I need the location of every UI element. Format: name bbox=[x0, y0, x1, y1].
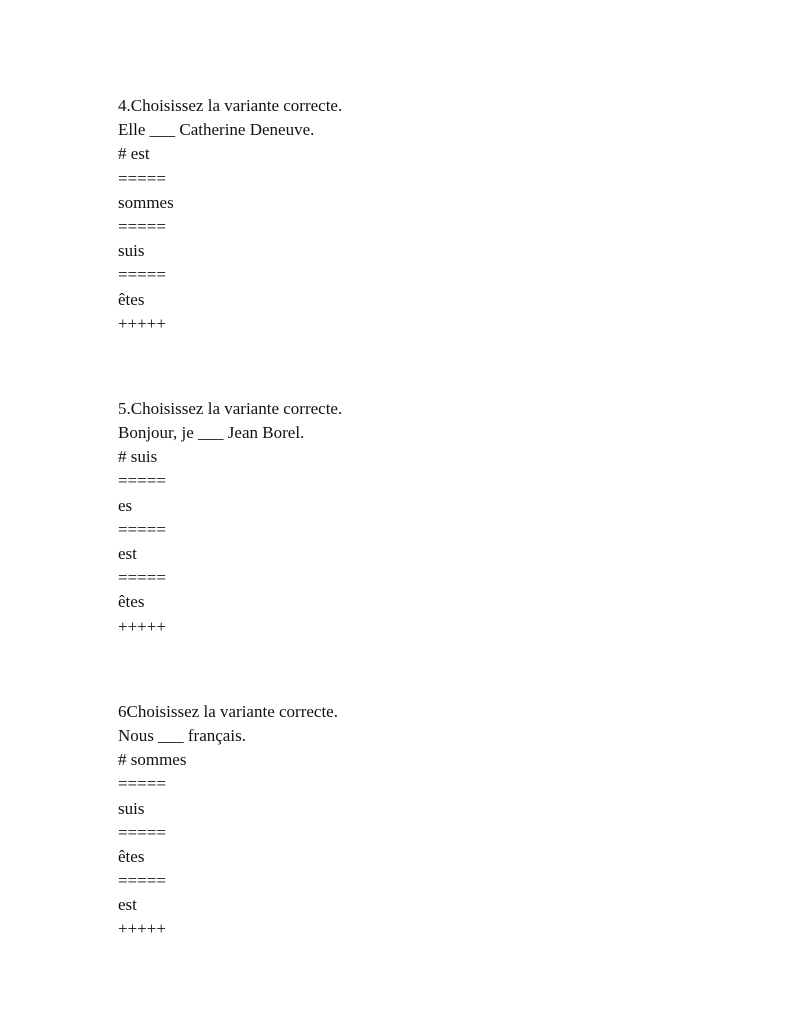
correct-answer: # est bbox=[118, 144, 150, 164]
question-5 bbox=[118, 397, 718, 639]
question-4 bbox=[118, 94, 718, 336]
option-separator: ===== bbox=[118, 568, 166, 588]
option-separator: ===== bbox=[118, 471, 166, 491]
option-separator: ===== bbox=[118, 168, 166, 188]
option-separator: ===== bbox=[118, 871, 166, 891]
answer-option: êtes bbox=[118, 846, 145, 866]
answer-option: êtes bbox=[118, 592, 145, 612]
question-end-marker: +++++ bbox=[118, 313, 166, 333]
option-separator: ===== bbox=[118, 265, 166, 285]
answer-option: sommes bbox=[118, 192, 174, 212]
option-separator: ===== bbox=[118, 519, 166, 539]
answer-option: êtes bbox=[118, 289, 145, 309]
answer-option: est bbox=[118, 895, 137, 915]
question-sentence: Elle ___ Catherine Deneuve. bbox=[118, 120, 315, 140]
correct-answer: # suis bbox=[118, 447, 158, 467]
question-end-marker: +++++ bbox=[118, 616, 166, 636]
question-sentence: Nous ___ français. bbox=[118, 725, 246, 745]
option-separator: ===== bbox=[118, 822, 166, 842]
question-prompt: 6Choisissez la variante correcte. bbox=[118, 701, 338, 721]
question-6 bbox=[118, 700, 718, 942]
answer-option: es bbox=[118, 495, 133, 515]
question-prompt: 5.Choisissez la variante correcte. bbox=[118, 398, 343, 418]
question-sentence: Bonjour, je ___ Jean Borel. bbox=[118, 423, 305, 443]
document-page bbox=[118, 94, 718, 1003]
option-separator: ===== bbox=[118, 774, 166, 794]
answer-option: est bbox=[118, 544, 137, 563]
answer-option: suis bbox=[118, 798, 145, 818]
question-end-marker: +++++ bbox=[118, 919, 166, 939]
answer-option: suis bbox=[118, 241, 145, 261]
correct-answer: # sommes bbox=[118, 750, 187, 770]
option-separator: ===== bbox=[118, 216, 166, 236]
question-prompt: 4.Choisissez la variante correcte. bbox=[118, 96, 343, 115]
